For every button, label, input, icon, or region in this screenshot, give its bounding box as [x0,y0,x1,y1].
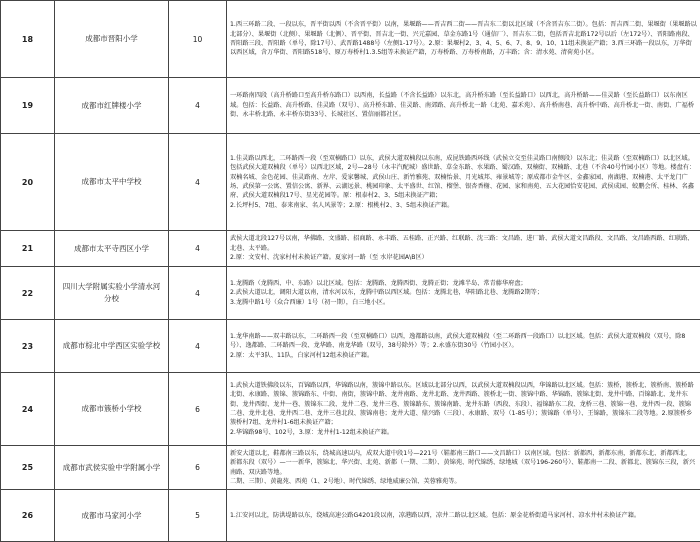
table-row [1,446,700,490]
area-description-line: 新安大道以北，鞋都南三路以东，绕城高速以内，成双大道中段1号—221号（鞋都南三路口——文昌路口）以南区域。包括：新都西，新都东南，新都东北、新都西北，新都东段（双号）—一一新华，簇锦北、华兴街、北苑、新都（一期、二期）、黄锦苑、时代锦绣、绿地城（双号196-260号）、鞋都南一二段、新都北、簇锦东三段，新兴南路、双庆路等地。 [230,449,697,477]
class-count: 5 [169,490,227,542]
row-number: 22 [1,267,55,320]
area-description-line: 1.龙腾路（龙腾西、中、东路）以北区域。包括：龙腾路、龙腾西街、龙腾正街；龙滩半岛、常青藤华府盘； [230,279,697,288]
area-description-line: 2.原：太平3队、11队，白家河村12组未换证产籍。 [230,351,697,360]
class-count: 6 [169,446,227,490]
area-description-line: 2.原：文安村、沈家村村未换证产籍。夏家河一路（至 水岸花园A\B区） [230,253,697,262]
enrollment-area [227,320,700,373]
class-count: 4 [169,267,227,320]
table-row [1,320,700,373]
class-count: 10 [169,1,227,78]
row-number: 19 [1,78,55,134]
row-number: 25 [1,446,55,490]
area-description-line: 3.龙腾中路1号（众合西廉）1号（初一期），白三地小区。 [230,298,697,307]
class-count: 4 [169,134,227,231]
row-number: 20 [1,134,55,231]
enrollment-area [227,267,700,320]
area-description-line: 1.龙华南路——双丰路以东，二环路西一段（至双楠路口）以西，逸都路以南，武侯大道双楠段（至二环路西一段路口）以北区域。包括：武侯大道双楠段（双号，除8号）、逸都路、二环路西一段、龙华路、南龙华路（双号，38号除外）等；2.永盛东街30号（竹园小区）。 [230,332,697,351]
class-count: 4 [169,231,227,267]
enrollment-area [227,231,700,267]
enrollment-area [227,446,700,490]
school-name: 四川大学附属实验小学清水河分校 [55,267,169,320]
enrollment-area [227,134,700,231]
class-count: 6 [169,373,227,446]
table-row [1,231,700,267]
school-name: 成都市红牌楼小学 [55,78,169,134]
row-number: 18 [1,1,55,78]
table-row [1,373,700,446]
area-description-line: 2.长坪村5、7组、泰来南家、名人风景等；2.原：根桃村2、3、5组未换证产籍。 [230,201,697,210]
table-row [1,1,700,78]
enrollment-area [227,490,700,542]
area-description-line: 1.武侯大道铁佛段以东，百锦路以西，华锦路以南，簇锦中路以东。区域以北部分以西，以武侯大道双楠段以西，华锦路以北区域。包括：簇桥，簇桥北、簇桥南、簇桥路北街、永康路、簇锦、簇锦路东、中街、南街，簇锦中路、龙井南路、龙井北路、龙井西路、簇桥北一街、簇锦中路、华锦路、簇锦北街、龙井中路、百锦路北、龙井东街、龙井西街、龙井一巷、簇锦东二段、龙井二巷、龙井三巷、簇锦路东、簇锦南路、龙井东路（西段、东段）、福锦路东二段、龙桥三巷、簇锦一巷、龙井西一段、簇锦二巷、龙井北巷、龙井西二巷、龙井三巷北段、簇锦南巷；龙井大道、鼎兴路（三段）、永康路、双号（1-85号）；簇锦路（单号）、王锦路，簇锦东二段等地。2.原簇桥乡簇桥村7组、龙井村1-6组未换证产籍； [230,381,697,428]
enrollment-area [227,373,700,446]
school-name: 成都市簇桥小学校 [55,373,169,446]
area-description-line: 2.武侯大道以北，调阳大道以南，清水河以东，龙腾中路以西区域。包括：龙腾北巷，华阳路北巷、龙腾路2期等； [230,288,697,297]
area-description-line: 武侯大道北段127号以南，华佛路、文盛路、招商路、永丰路、五桂路、正兴路、红联路、沈三路：文昌路、进厂路、武侯大道文昌路段、文昌路、文昌路西路、红联路、北巷、太平路。 [230,234,697,253]
table-row [1,134,700,231]
table-row [1,78,700,134]
row-number: 26 [1,490,55,542]
area-description-line: 1.佳灵路以西北，二环路西一段（至双楠路口）以东，武侯大道双楠段以东南，成昆铁路西环线（武侯立交至佳灵路口南侧段）以东北；佳灵路（至双楠路口）以北区域。包括武侯大道双楠段（单号）以西北区域，2号—28号（永丰汽配城）盛世路、草金东路、水果路、蜀汉路、双楠街、双楠路、北巷（不含40号竹园小区）等地。楼盘有：双楠名城、金色花园、佳灵路南、左岸、爱家馨城、武侯山庄、新竹雅苑、双楠怡景、月光城邦、雍景城等；原成都市金牛区、金鑫家园、南湖港、双楠港、太平龙门广场、武侯第一公寓、置信公寓、新界、云湖远景、桃园印象、太平盛世、红馆、榴堡、银杏香榭、花园、家和南苑、五大花园恰安花园、武侯成园、蛟鹏会所、桂林、名鑫府、武侯大道双楠段17号、星光花园等。原：根泰村2、3、5组未换证产籍； [230,154,697,201]
table-row [1,490,700,542]
area-description-line: 1.西三环路二段、一段以东，晋平街以西（不含晋平街）以南，果堰路——晋吉西二街——晋吉东二街以北区域（不含晋吉东二街）。包括：晋吉西二街、果堰街（果堰路以北部分）、果堰街（北侧）、果堰路（北侧）、晋平街、晋吉北一街、兴元嘉园、草金东路1号（通信厂）、晋吉东二街，包括晋吉北路172号以后（左172号）、晋阳路南段、晋阳路三段、晋阳路（单号，除17号）、武晋路1488号（左侧1-17号）。2.原：果堰村2、3、4、5、6、7、8、9、10、11组未换证产籍；3.西三环路一段以东，万华街以西区域，含万华街、晋阳路518号、原万寿桥村1.3.5组等未换证产籍，万寿桥路、万寿桥南路，万丰路；含：清水苑、清荷苑小区。 [230,20,697,58]
school-name: 成都市马家河小学 [55,490,169,542]
school-name: 成都市武侯实验中学附属小学 [55,446,169,490]
class-count: 4 [169,78,227,134]
area-description-line: 1.江安河以北，防洪堤路以东，绕城高速公路G4201段以南，凉港路以西，凉井二路以北区域。包括：原金花桥街道马家河村、凉水井村未换证产籍。 [230,511,697,520]
school-name: 成都市太平中学校 [55,134,169,231]
enrollment-area [227,78,700,134]
area-description-line: 一环路南四段（高升桥路口至高升桥东路口）以西南，长益路（不含长益路）以东北，高升桥东路（至长益路口）以西北，高升桥路——佳灵路（至长益路口）以东南区域。包括：长益路、高升桥路、佳灵路（双号）、高升桥东路、佳灵路、南郊路、高升桥北一路（北苑、嘉禾苑）、高升桥南巷、高升桥中路、高升桥北一街、南街、广福桥街、永丰桥北路、永丰桥东街33号、长城社区、置信丽都社区。 [230,91,697,119]
row-number: 21 [1,231,55,267]
row-number: 24 [1,373,55,446]
area-description-line: 2.华锦路98号、102号，3.原：龙井村1-12组未换证产籍。 [230,428,697,437]
row-number: 23 [1,320,55,373]
class-count: 4 [169,320,227,373]
table-row [1,267,700,320]
school-name: 成都市晋阳小学 [55,1,169,78]
area-description-line: 二期、三期）、黄龍苑、西苑（1、2号地）、时代锦绣、绿地威廉公馆、芙蓉雅苑等。 [230,477,697,486]
school-name: 成都市太平寺西区小学 [55,231,169,267]
school-name: 成都市棕北中学西区实验学校 [55,320,169,373]
enrollment-area [227,1,700,78]
